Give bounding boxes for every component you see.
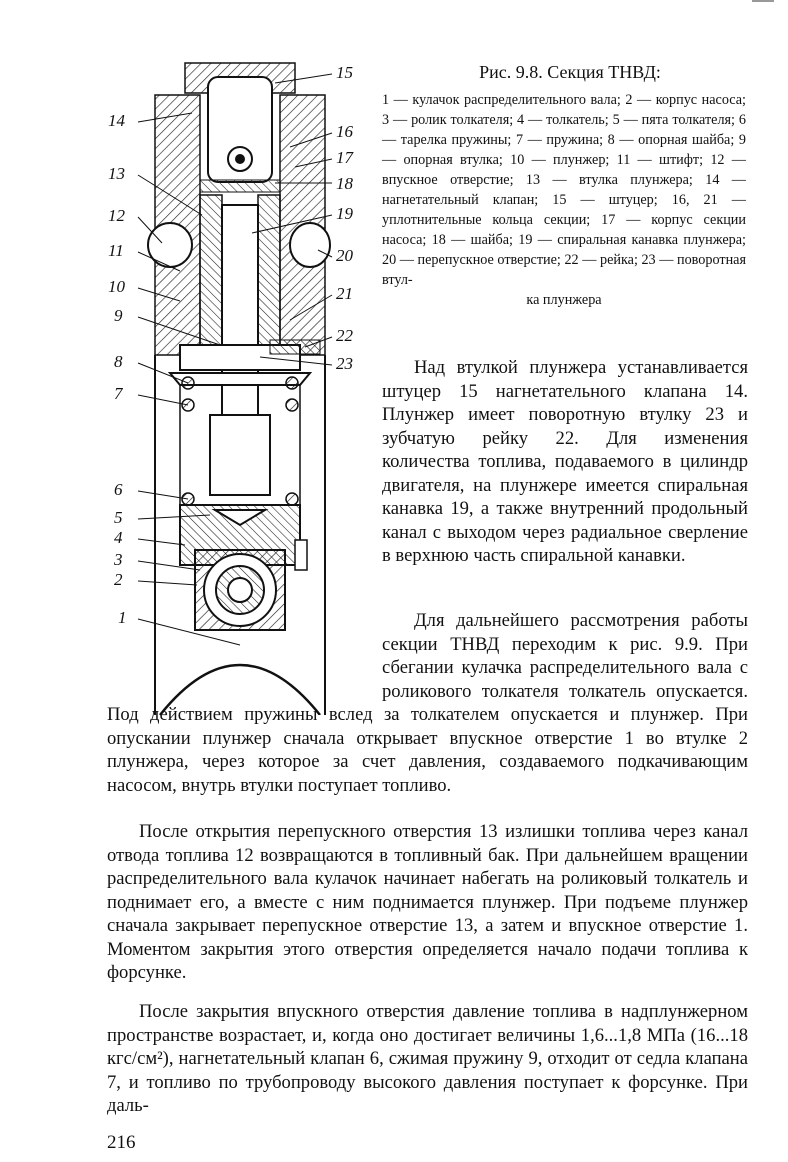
figure-label: 8 <box>114 352 123 371</box>
figure-label: 7 <box>114 384 123 403</box>
figure-label: 10 <box>108 277 125 296</box>
figure-caption-legend <box>382 90 746 310</box>
figure-label: 14 <box>108 111 125 130</box>
figure-label: 2 <box>114 570 123 589</box>
figure-label: 9 <box>114 306 123 325</box>
figure-label: 13 <box>108 164 125 183</box>
figure-wrap-space <box>107 609 382 703</box>
figure-label: 5 <box>114 508 123 527</box>
figure-label: 6 <box>114 480 123 499</box>
figure-label: 18 <box>336 174 353 193</box>
figure-label: 17 <box>336 148 353 167</box>
figure-label: 19 <box>336 204 353 223</box>
figure-label: 3 <box>114 550 123 569</box>
figure-label: 22 <box>336 326 353 345</box>
figure-label: 21 <box>336 284 353 303</box>
figure-label: 1 <box>118 608 127 627</box>
caption-legend-text: 1 — кулачок распределительного вала; 2 — корпус насоса; 3 — ролик толкателя; 4 — толкатель; 5 — пята толкателя; 6 — тарелка пружины; 7 — пружина; 8 — опорная шайба; 9 — опорная втулка; 10 — плунжер; 11 — штифт; 12 — впускное отверстие; 13 — втулка плунжера; 14 — нагнетательный клапан; 15 — штуцер; 16, 21 — уплотнительные кольца секции; 17 — корпус секции насоса; 18 — шайба; 19 — спиральная канавка плунжера; 20 — перепускное отверстие; 22 — рейка; 23 — поворотная втул- <box>382 92 746 288</box>
scan-edge-mark <box>752 0 774 2</box>
figure-caption-title: Рис. 9.8. Секция ТНВД: <box>479 62 661 82</box>
figure-label: 12 <box>108 206 125 225</box>
caption-legend-last-line: ка плунжера <box>526 292 602 308</box>
paragraph-3: После открытия перепускного отверстия 13 излишки топлива через канал отвода топлива 12 возвращаются в топливный бак. При дальнейшем вращении распределительного вала кулачок начинает набегать на роликовый толкатель и поднимает его, а вместе с ним поднимается плунжер. При подъеме плунжер сначала закрывает перепускное отверстие 13, а затем и впускное отверстие 1. Моментом закрытия этого отверстия определяется начало подачи топлива к форсунке. <box>107 821 748 983</box>
page-number: 216 <box>107 1132 136 1153</box>
paragraph-2-wrap <box>107 609 748 797</box>
figure-label: 20 <box>336 246 353 265</box>
figure-label: 4 <box>114 528 123 547</box>
figure-label: 23 <box>336 354 353 373</box>
figure-label: 11 <box>108 241 124 260</box>
paragraph-2: Для дальнейшего рассмотрения работы секции ТНВД переходим к рис. 9.9. При сбегании кулачка распределительного вала с роликового толкателя толкатель опускается. Под действием пружины вслед за толкателем опускается и плунжер. При опускании плунжер сначала открывает впускное отверстие 1 во втулке 2 плунжера, через которое за счет давления, создаваемого подкачивающим насосом, внутрь втулки поступает топливо. <box>107 610 748 796</box>
figure-label: 16 <box>336 122 353 141</box>
figure-label: 15 <box>336 63 353 82</box>
paragraph-4: После закрытия впускного отверстия давление топлива в надплунжерном пространстве возрастает, и, когда оно достигает величины 1,6...1,8 МПа (16...18 кгс/см²), нагнетательный клапан 6, сжимая пружину 9, отходит от седла клапана 7, и топливо по трубопроводу высокого давления поступает к форсунке. При даль- <box>107 1001 748 1116</box>
paragraph-1: Над втулкой плунжера устанавливается штуцер 15 нагнетательного клапана 14. Плунжер имеет поворотную втулку 23 и зубчатую рейку 22. Для изменения количества топлива, подаваемого в цилиндр двигателя, на плунжере имеется спиральная канавка 19, а также внутренний продольный канал с выходом через радиальное сверление в верхнюю часть спиральной канавки. <box>382 357 748 566</box>
